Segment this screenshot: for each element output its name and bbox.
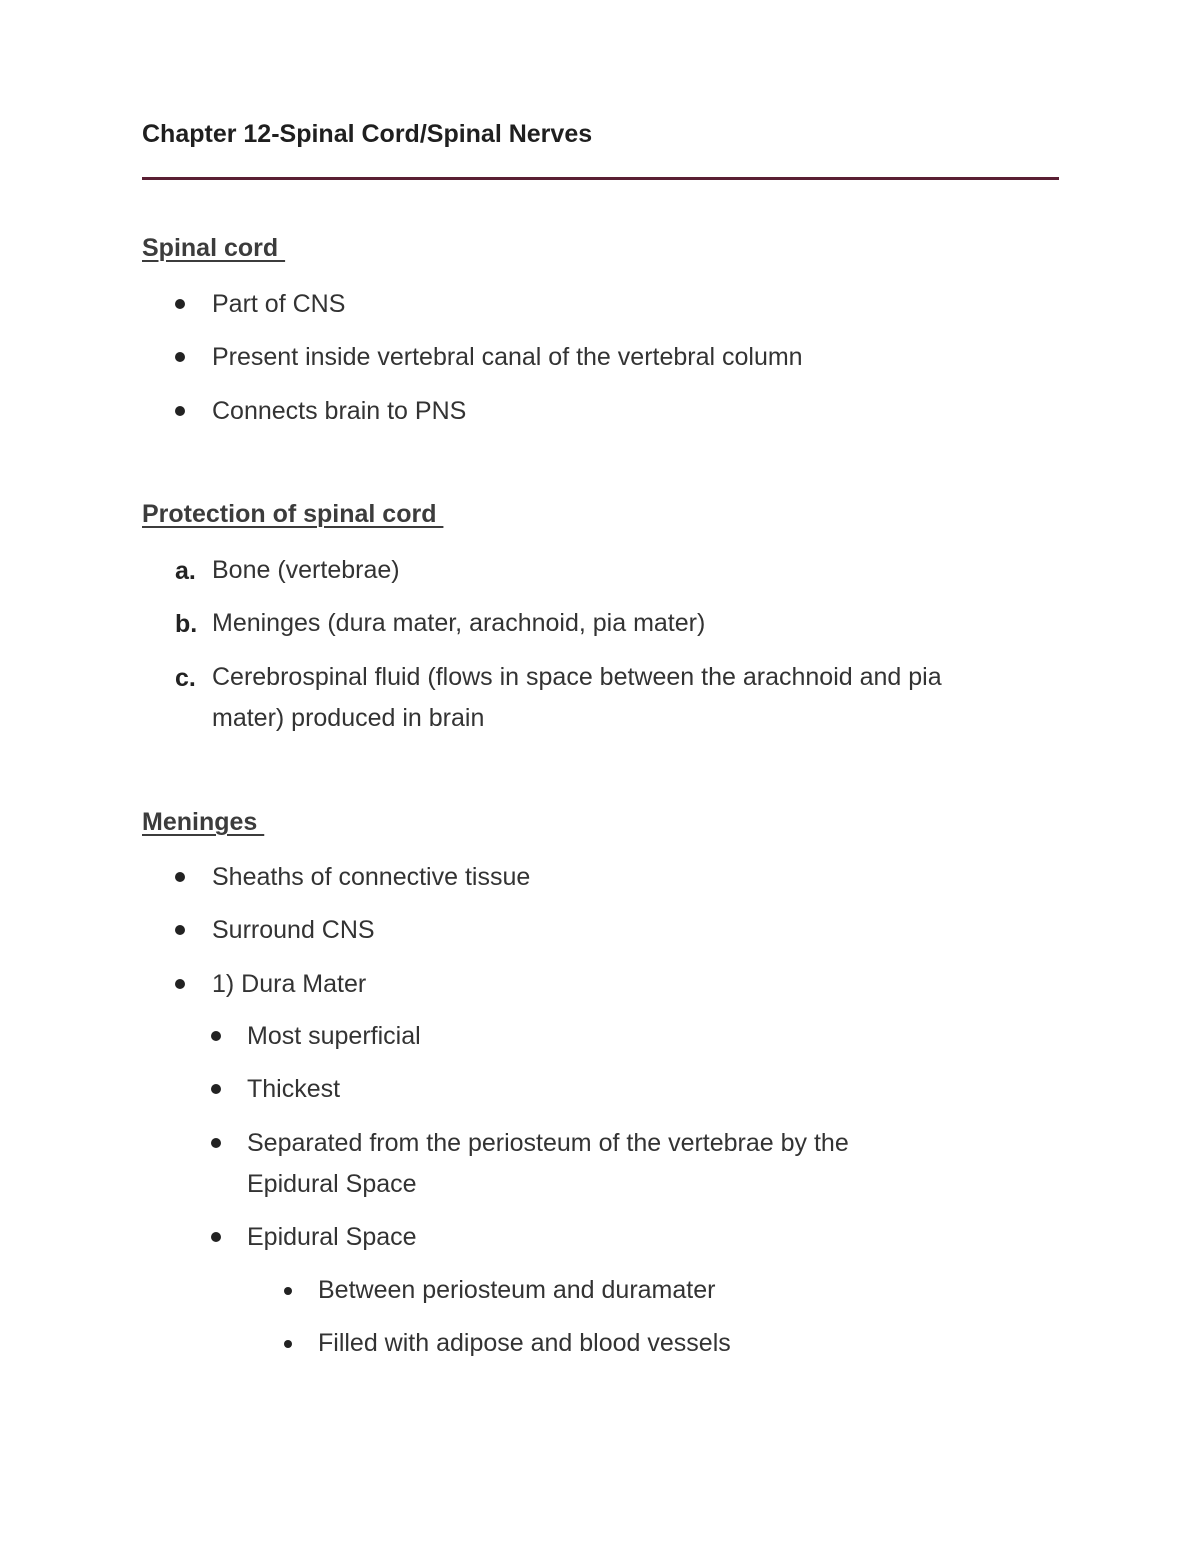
list-item: Connects brain to PNS: [212, 397, 467, 425]
bullet-icon: [175, 925, 185, 935]
bullet-icon: [175, 352, 185, 362]
sub-list-item: Thickest: [247, 1075, 341, 1103]
list-item: Surround CNS: [212, 916, 375, 944]
bullet-icon: [175, 872, 185, 882]
section-heading-spinal-cord: Spinal cord: [142, 234, 286, 262]
bullet-icon: [211, 1031, 221, 1041]
list-item: Cerebrospinal fluid (flows in space between the arachnoid and pia: [212, 663, 942, 691]
list-item: Part of CNS: [212, 290, 346, 318]
list-marker: b.: [175, 610, 198, 638]
bullet-icon: [284, 1340, 292, 1348]
bullet-icon: [175, 979, 185, 989]
list-item: Present inside vertebral canal of the vertebral column: [212, 343, 803, 371]
list-item: Meninges (dura mater, arachnoid, pia mater): [212, 609, 706, 637]
sub-list-item: Epidural Space: [247, 1223, 417, 1251]
sub-sub-list-item: Between periosteum and duramater: [318, 1276, 716, 1304]
bullet-icon: [175, 299, 185, 309]
bullet-icon: [175, 406, 185, 416]
sub-list-item-continuation: Epidural Space: [247, 1170, 417, 1198]
section-heading-meninges: Meninges: [142, 808, 265, 836]
list-item: 1) Dura Mater: [212, 970, 367, 998]
sub-list-item: Separated from the periosteum of the vertebrae by the: [247, 1129, 849, 1157]
bullet-icon: [211, 1232, 221, 1242]
page-title: Chapter 12-Spinal Cord/Spinal Nerves: [142, 120, 593, 148]
sub-list-item: Most superficial: [247, 1022, 421, 1050]
bullet-icon: [211, 1084, 221, 1094]
list-marker: a.: [175, 557, 196, 585]
section-heading-protection: Protection of spinal cord: [142, 500, 444, 528]
sub-sub-list-item: Filled with adipose and blood vessels: [318, 1329, 731, 1357]
bullet-icon: [211, 1138, 221, 1148]
list-item: Sheaths of connective tissue: [212, 863, 531, 891]
title-divider: [142, 177, 1059, 180]
list-item-continuation: mater) produced in brain: [212, 704, 485, 732]
list-marker: c.: [175, 664, 196, 692]
bullet-icon: [284, 1287, 292, 1295]
list-item: Bone (vertebrae): [212, 556, 400, 584]
